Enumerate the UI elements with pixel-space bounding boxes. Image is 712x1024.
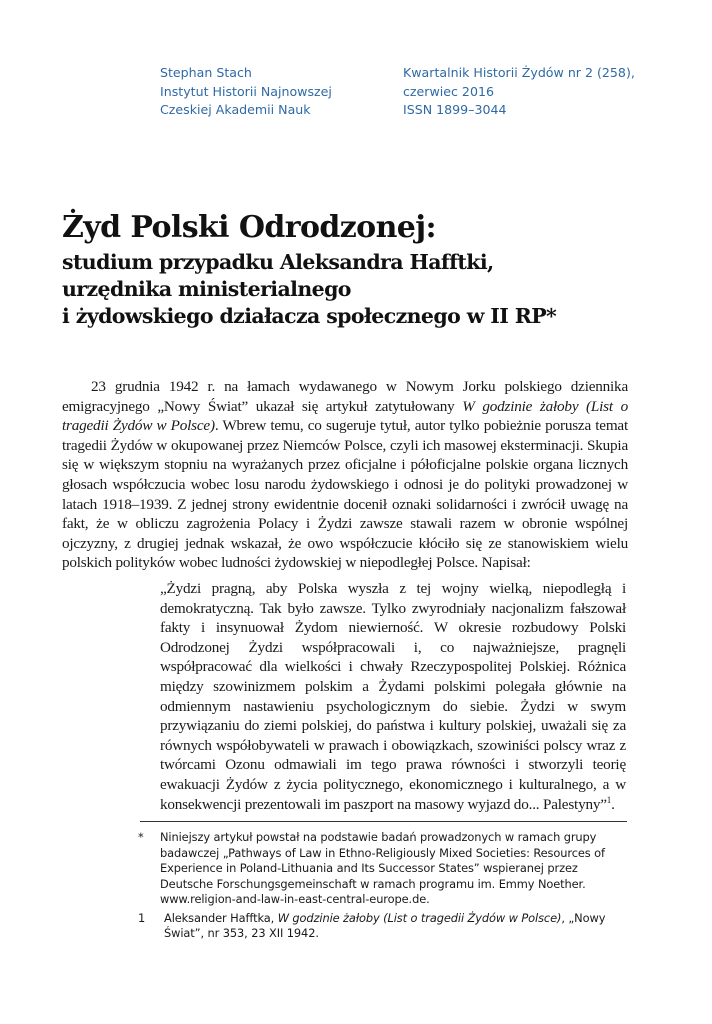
block-quote	[160, 579, 626, 814]
journal-line2: czerwiec 2016	[403, 83, 494, 99]
footnotes	[62, 830, 628, 945]
footnote-1-text-b: , „Nowy Świat”, nr 353, 23 XII 1942.	[164, 910, 606, 940]
journal-info	[403, 64, 635, 120]
body-paragraph	[62, 377, 628, 573]
quote-end: .	[611, 795, 615, 813]
title-main: Żyd Polski Odrodzonej:	[62, 210, 437, 245]
author-name: Stephan Stach	[160, 65, 252, 80]
footnote-1-italic: W godzinie żałoby (List o tragedii Żydów w Polsce)	[277, 910, 562, 925]
body-text-b: . Wbrew temu, co sugeruje tytuł, autor tylko pobieżnie porusza temat tragedii Żydów w okupowanej przez Niemców Polsce, czyli ich masowej eksterminacji. Skupia się w większym stopniu na wyrażanych przez oficjalne i półoficjalne polskie organa licznych głosach współczucia wobec losu narodu żydowskiego i odnosi je do polityki prowadzonej w latach 1918–1939. Z jednej strony ewidentnie docenił oznaki solidarności i zwrócił uwagę na fakt, że w obliczu zagrożenia Polacy i Żydzi zawsze stawali razem w obronie wspólnej ojczyzny, z drugiej jednak wskazał, że owo współczucie kłóciło się ze stanowiskiem wielu polskich polityków wobec ludności żydowskiej w niepodległej Polsce. Napisał:	[62, 417, 628, 572]
footnote-1-text	[160, 911, 628, 942]
footnote-star-mark: *	[138, 830, 144, 844]
article-title	[62, 207, 662, 330]
footnote-star	[62, 830, 628, 908]
author-info	[160, 64, 332, 120]
journal-line1: Kwartalnik Historii Żydów nr 2 (258),	[403, 65, 635, 80]
title-sub-line2: urzędnika ministerialnego	[62, 277, 351, 301]
footnote-1-text-a: Aleksander Hafftka,	[164, 910, 278, 925]
quote-text: „Żydzi pragną, aby Polska wyszła z tej wojny wielką, niepodległą i demokratyczną. Tak było zawsze. Tylko zwyrodniały nacjonalizm fałszował fakty i insynuował Żydom niewierność. W okresie rozbudowy Polski Odrodzonej Żydzi współpracowali i, co najważniejsze, pragnęli współpracować dla wielkości i chwały Rzeczypospolitej Polskiej. Różnica między szowinizmem polskim a Żydami polskimi polegała głównie na odmiennym nastawieniu psychologicznym do siebie. Żydzi w swym przywiązaniu do ziemi polskiej, do państwa i kultury polskiej, uważali się za równych współobywateli w prawach i obowiązkach, szowiniści polscy wraz z twórcami Ozonu odmawiali im tego prawa równości i stworzyli teorię ewakuacji Żydów z życia politycznego, ekonomicznego i kulturalnego, a w konsekwencji prezentowali im paszport na masowy wyjazd do... Palestyny”	[160, 580, 626, 813]
footnote-1	[62, 911, 628, 942]
author-affiliation-line2: Czeskiej Akademii Nauk	[160, 102, 311, 117]
title-sub-line3: i żydowskiego działacza społecznego w II RP*	[62, 304, 557, 328]
body-italic-title: W godzinie żałoby (List o tragedii Żydów w Polsce)	[62, 397, 628, 435]
footnote-divider	[140, 821, 627, 822]
author-affiliation-line1: Instytut Historii Najnowszej	[160, 83, 332, 99]
journal-line3: ISSN 1899–3044	[403, 102, 507, 117]
footnote-star-text: Niniejszy artykuł powstał na podstawie badań prowadzonych w ramach grupy badawczej „Pathways of Law in Ethno-Religiously Mixed Societies: Resources of Experience in Poland-Lithuania and Its Successor States” wspieranej przez Deutsche Forschungsgemeinschaft w ramach programu im. Emmy Noether. www.religion-and-law-in-east-central-europe.de.	[160, 830, 605, 906]
footnote-1-mark: 1	[138, 910, 146, 925]
footnote-ref: 1	[606, 794, 612, 805]
body-text-a: 23 grudnia 1942 r. na łamach wydawanego w Nowym Jorku polskiego dziennika emigracyjnego „Nowy Świat” ukazał się artykuł zatytułowany	[62, 378, 628, 415]
title-sub-line1: studium przypadku Aleksandra Hafftki,	[62, 250, 494, 274]
